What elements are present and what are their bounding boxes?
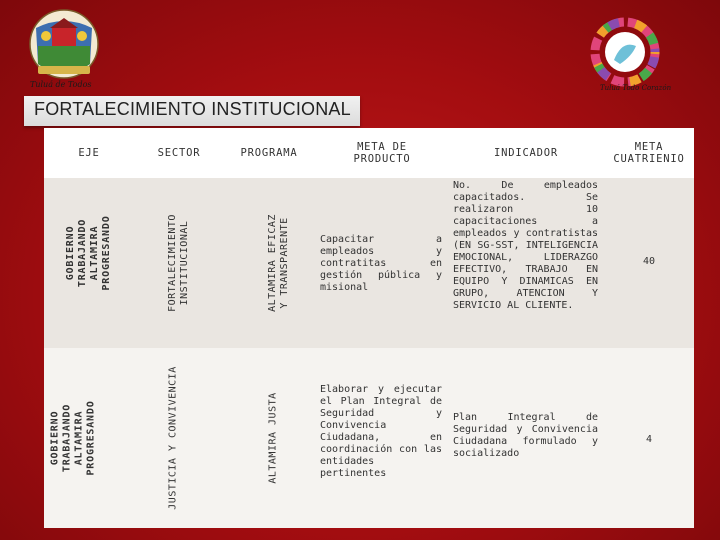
row2-meta-cuatrienio: 4	[645, 434, 653, 445]
row2-eje-cell	[44, 348, 104, 528]
row1-sector-cell	[134, 178, 224, 348]
header-indicador: INDICADOR	[493, 147, 559, 159]
row1-indicador: No. De empleados capacitados. Se realizaron 10 capacitaciones a empleados y contratistas (EN SG-SST, INTELIGENCIA EMOCIONAL, LIDERAZGO EFECTIVO, TRABAJO EN EQUIPO Y DINAMICAS EN GRUPO, ATENCION Y SERVICIO AL CLIENTE.	[453, 180, 598, 311]
municipal-logo	[24, 6, 104, 92]
row1-programa-cell	[224, 178, 334, 348]
row2-sector: JUSTICIA Y CONVIVENCIA	[168, 366, 180, 510]
header-meta-producto: META DE PRODUCTO	[353, 141, 411, 165]
row1-meta-producto: Capacitar a empleados y contratitas en gestión pública y misional	[320, 234, 442, 293]
logo-left-caption: Tuluá de Todos	[30, 80, 92, 89]
row2-sector-cell	[134, 348, 214, 528]
logo-right-caption: Tuluá Todo Corazón	[600, 84, 672, 92]
row2-programa: ALTAMIRA JUSTA	[267, 392, 279, 484]
header-programa: PROGRAMA	[240, 147, 298, 159]
row2-programa-cell	[224, 348, 324, 528]
header-eje: EJE	[78, 147, 100, 159]
row2-meta-producto: Elaborar y ejecutar el Plan Integral de Seguridad y Convivencia Ciudadana, en coordinación con las entidades pertinentes	[320, 384, 442, 479]
row1-eje-cell	[44, 158, 134, 348]
page-title: FORTALECIMIENTO INSTITUCIONAL	[34, 99, 351, 119]
header-meta-cuatrienio: META CUATRIENIO	[613, 141, 685, 165]
row2-eje: GOBIERNO TRABAJANDO ALTAMIRA PROGRESANDO	[50, 400, 97, 476]
row1-eje: GOBIERNO TRABAJANDO ALTAMIRA PROGRESANDO	[65, 215, 112, 291]
row2-indicador: Plan Integral de Seguridad y Convivencia Ciudadana formulado y socializado	[453, 412, 598, 459]
row1-sector: FORTALECIMIENTO INSTITUCIONAL	[167, 214, 190, 312]
row1-programa: ALTAMIRA EFICAZ Y TRANSPARENTE	[267, 214, 290, 312]
results-table	[44, 128, 694, 528]
header-sector: SECTOR	[157, 147, 201, 159]
campaign-logo	[584, 10, 672, 94]
row1-meta-cuatrienio: 40	[642, 256, 656, 267]
title-band	[24, 96, 360, 126]
